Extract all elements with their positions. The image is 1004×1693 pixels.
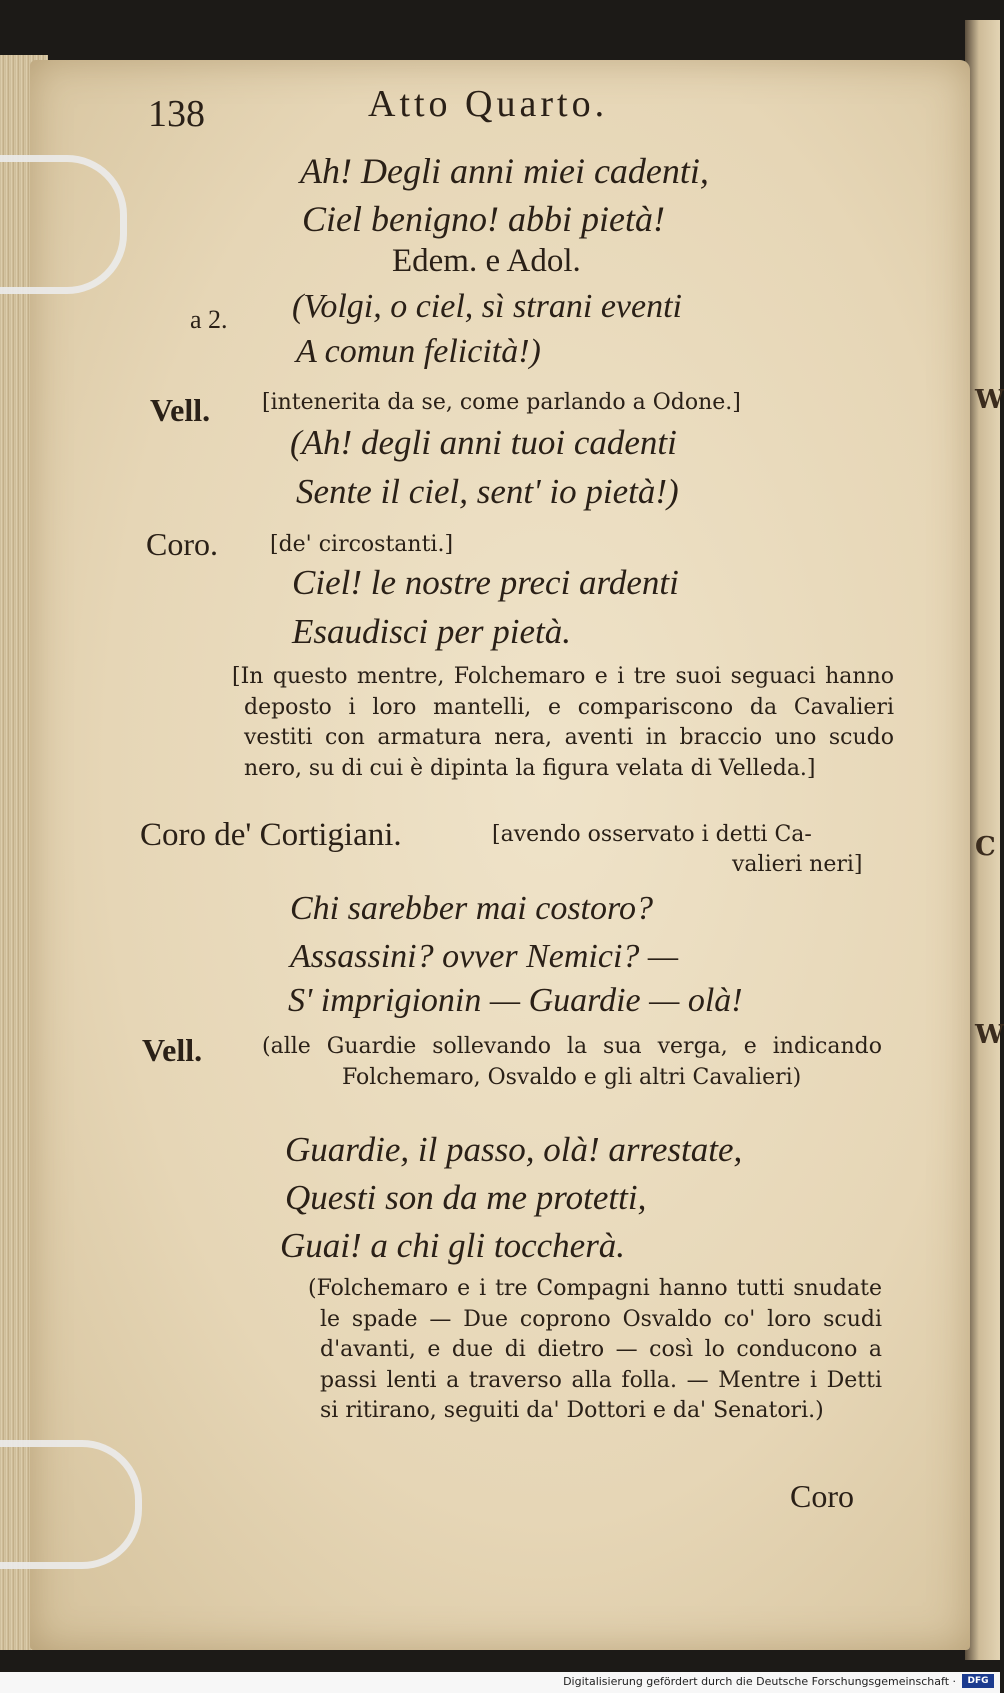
stage-direction-text: (alle Guardie sollevando la sua verga, e indicando Folchemaro, Osvaldo e gli altri Cavalieri): [262, 1034, 882, 1090]
verse-line: Guardie, il passo, olà! arrestate,: [285, 1130, 743, 1169]
margin-glyph: W: [975, 385, 1004, 415]
verse-line: Chi sarebber mai costoro?: [290, 890, 653, 927]
margin-glyph: W: [975, 1020, 1004, 1050]
page-number: 138: [148, 93, 205, 135]
verse-line: Assassini? ovver Nemici? —: [290, 938, 679, 975]
dfg-logo: DFG: [962, 1674, 994, 1688]
credit-text: Digitalisierung gefördert durch die Deutsche Forschungsgemeinschaft ·: [563, 1675, 956, 1688]
verse-line: Ciel! le nostre preci ardenti: [292, 563, 679, 602]
stage-direction-block: [In questo mentre, Folchemaro e i tre suoi seguaci hanno deposto i loro mantelli, e compariscono da Cavalieri vestiti con armatura nera, aventi in braccio uno scudo nero, su di cui è dipinta la figura velata di Velleda.]: [232, 664, 894, 781]
running-title: Atto Quarto.: [368, 83, 609, 125]
verse-line: A comun felicità!): [296, 333, 541, 370]
verse-line: Sente il ciel, sent' io pietà!): [296, 472, 679, 511]
verse-line: Ciel benigno! abbi pietà!: [302, 199, 665, 239]
verse-line: (Volgi, o ciel, sì strani eventi: [292, 288, 682, 325]
speaker-label: Vell.: [142, 1032, 203, 1068]
speaker-label: Coro.: [146, 526, 218, 562]
page-clip: [0, 155, 127, 294]
verse-line: (Ah! degli anni tuoi cadenti: [290, 423, 677, 462]
stage-direction-block: (Folchemaro e i tre Compagni hanno tutti snudate le spade — Due coprono Osvaldo co' loro scudi d'avanti, e due di dietro — così lo conducono a passi lenti a traverso alla folla. — Mentre i Detti si ritirano, seguiti da' Dottori e da' Senatori.): [308, 1276, 882, 1423]
stage-direction: [avendo osservato i detti Ca-: [492, 822, 812, 847]
verse-line: Guai! a chi gli toccherà.: [280, 1226, 626, 1265]
verse-line: Ah! Degli anni miei cadenti,: [300, 151, 709, 191]
speaker-label: Coro de' Cortigiani.: [140, 817, 402, 853]
stage-direction: [de' circostanti.]: [270, 532, 454, 557]
verse-line: Questi son da me protetti,: [285, 1178, 647, 1217]
duet-marker: a 2.: [190, 305, 228, 334]
stage-direction: valieri neri]: [732, 852, 863, 877]
margin-glyph: C: [975, 832, 996, 862]
page-clip: [0, 1440, 142, 1569]
catchword: Coro: [790, 1478, 854, 1514]
speaker-label: Edem. e Adol.: [392, 243, 581, 279]
verse-line: Esaudisci per pietà.: [292, 612, 571, 651]
stage-direction: [262, 1032, 882, 1093]
speaker-label: Vell.: [150, 392, 211, 428]
verse-line: S' imprigionin — Guardie — olà!: [288, 982, 743, 1019]
stage-direction: [intenerita da se, come parlando a Odone.]: [262, 390, 741, 415]
